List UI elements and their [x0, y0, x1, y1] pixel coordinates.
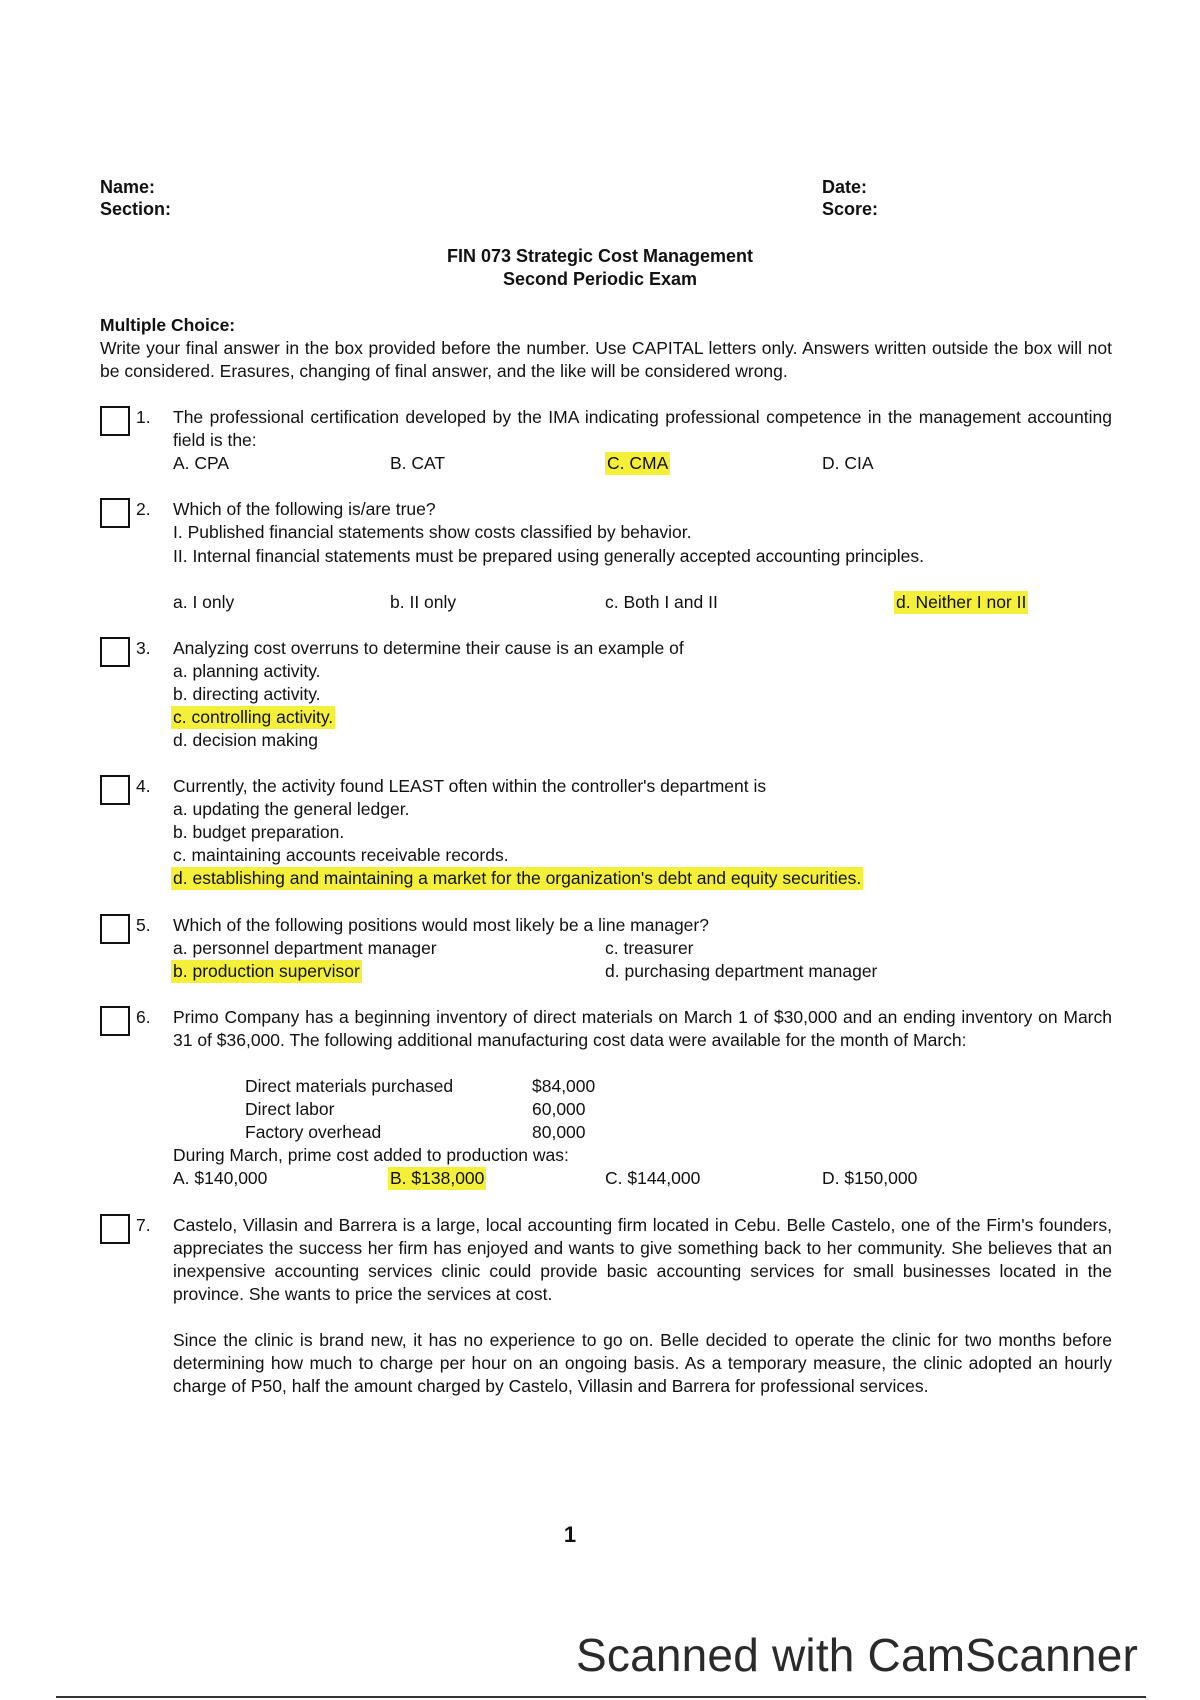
q3-option-d: d. decision making — [173, 730, 318, 750]
q4-option-a: a. updating the general ledger. — [173, 799, 410, 819]
section-label: Section: — [100, 199, 172, 219]
cost-item-amount-2: 60,000 — [532, 1099, 586, 1119]
question-stem-1: The professional certification developed by the IMA indicating professional competence in the management accounting field is the: — [173, 407, 1112, 450]
q2-option-b: b. II only — [390, 592, 457, 612]
question-number-5: 5. — [136, 915, 151, 935]
q2-statement-1: I. Published financial statements show costs classified by behavior. — [173, 522, 692, 542]
q1-option-c-highlighted: C. CMA — [607, 453, 669, 473]
course-title: FIN 073 Strategic Cost Management — [446, 246, 754, 266]
q7-paragraph-2: Since the clinic is brand new, it has no experience to go on. Belle decided to operate the clinic for two months before determining how much to charge per hour on an ongoing basis. As a temporary measure, the clinic adopted an hourly charge of P50, half the amount charged by Castelo, Villasin and Barrera for professional services. — [173, 1330, 1112, 1396]
exam-title: Second Periodic Exam — [502, 269, 698, 289]
q6-prompt: During March, prime cost added to production was: — [173, 1145, 569, 1165]
q5-option-b-highlighted: b. production supervisor — [173, 961, 360, 981]
question-stem-3: Analyzing cost overruns to determine their cause is an example of — [173, 638, 684, 658]
q1-option-a: A. CPA — [173, 453, 230, 473]
answer-box-5[interactable] — [100, 914, 130, 944]
page-number: 1 — [563, 1522, 577, 1547]
q3-option-c-highlighted: c. controlling activity. — [173, 707, 334, 727]
q1-option-d: D. CIA — [822, 453, 874, 473]
answer-box-6[interactable] — [100, 1006, 130, 1036]
q4-option-b: b. budget preparation. — [173, 822, 345, 842]
q4-option-d-highlighted: d. establishing and maintaining a market for the organization's debt and equity securities. — [173, 868, 862, 888]
q5-option-d: d. purchasing department manager — [605, 961, 878, 981]
answer-box-4[interactable] — [100, 775, 130, 805]
question-number-1: 1. — [136, 407, 151, 427]
answer-box-3[interactable] — [100, 637, 130, 667]
answer-box-7[interactable] — [100, 1214, 130, 1244]
q6-option-d: D. $150,000 — [822, 1168, 918, 1188]
cost-item-amount-3: 80,000 — [532, 1122, 586, 1142]
q2-option-d-highlighted: d. Neither I nor II — [896, 592, 1027, 612]
q2-option-a: a. I only — [173, 592, 235, 612]
camscanner-watermark: Scanned with CamScanner — [576, 1629, 1139, 1681]
cost-item-label-2: Direct labor — [245, 1099, 335, 1119]
cost-item-label-1: Direct materials purchased — [245, 1076, 454, 1096]
q3-option-b: b. directing activity. — [173, 684, 321, 704]
q1-option-b: B. CAT — [390, 453, 446, 473]
cost-item-label-3: Factory overhead — [245, 1122, 382, 1142]
score-label: Score: — [822, 199, 879, 219]
answer-box-2[interactable] — [100, 498, 130, 528]
question-stem-2: Which of the following is/are true? — [173, 499, 436, 519]
q6-option-c: C. $144,000 — [605, 1168, 701, 1188]
instructions-text: Write your final answer in the box provided before the number. Use CAPITAL letters only. Answers written outside the box will not be considered. Erasures, changing of final answer, and the like will be considered wrong. — [100, 338, 1112, 381]
q2-statement-2: II. Internal financial statements must be prepared using generally accepted accounting principles. — [173, 546, 924, 566]
q6-option-a: A. $140,000 — [173, 1168, 268, 1188]
question-stem-5: Which of the following positions would most likely be a line manager? — [173, 915, 709, 935]
question-number-7: 7. — [136, 1215, 151, 1235]
q6-option-b-highlighted: B. $138,000 — [390, 1168, 485, 1188]
name-label: Name: — [100, 177, 156, 197]
question-number-4: 4. — [136, 776, 151, 796]
question-number-2: 2. — [136, 499, 151, 519]
q4-option-c: c. maintaining accounts receivable records. — [173, 845, 509, 865]
answer-box-1[interactable] — [100, 406, 130, 436]
q5-option-a: a. personnel department manager — [173, 938, 437, 958]
q5-option-c: c. treasurer — [605, 938, 694, 958]
q2-option-c: c. Both I and II — [605, 592, 718, 612]
question-number-3: 3. — [136, 638, 151, 658]
question-stem-6: Primo Company has a beginning inventory of direct materials on March 1 of $30,000 and an ending inventory on March 31 of $36,000. The following additional manufacturing cost data were available for the month of March: — [173, 1007, 1112, 1050]
instructions-heading: Multiple Choice: — [100, 315, 236, 335]
bottom-divider — [56, 1696, 1146, 1698]
question-number-6: 6. — [136, 1007, 151, 1027]
q7-paragraph-1: Castelo, Villasin and Barrera is a large, local accounting firm located in Cebu. Belle Castelo, one of the Firm's founders, appreciates the success her firm has enjoyed and wants to give something back to her community. She believes that an inexpensive accounting services clinic could provide basic accounting services for small businesses located in the province. She wants to price the services at cost. — [173, 1215, 1112, 1304]
cost-item-amount-1: $84,000 — [532, 1076, 596, 1096]
q3-option-a: a. planning activity. — [173, 661, 321, 681]
date-label: Date: — [822, 177, 868, 197]
question-stem-4: Currently, the activity found LEAST often within the controller's department is — [173, 776, 767, 796]
